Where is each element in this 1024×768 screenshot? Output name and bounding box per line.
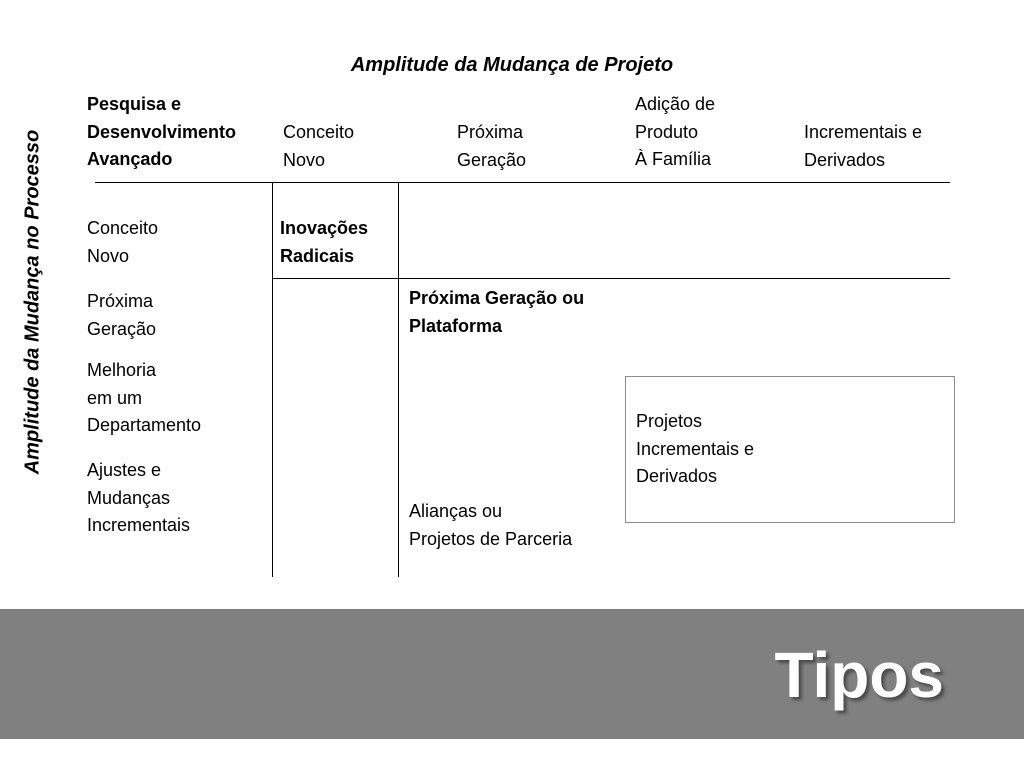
header-divider-line: [95, 182, 950, 183]
footer-band: [0, 609, 1024, 739]
cell-alliances: Alianças ou Projetos de Parceria: [409, 501, 573, 549]
column-header-next-generation: Próxima Geração: [457, 122, 527, 170]
left-vertical-line: [272, 182, 273, 577]
cell-platform-projects: Próxima Geração ou Plataforma: [409, 288, 585, 336]
row-divider-line: [272, 278, 950, 279]
column-header-product-addition: Adição de Produto À Família: [635, 94, 716, 169]
row-label-next-generation: Próxima Geração: [87, 291, 157, 339]
column-header-incremental: Incrementais e Derivados: [804, 122, 923, 170]
horizontal-axis-title: Amplitude da Mudança de Projeto: [350, 54, 674, 76]
slide-title: Tipos: [774, 639, 944, 711]
right-vertical-line: [398, 182, 399, 577]
cell-radical-innovations: Inovações Radicais: [280, 218, 369, 266]
cell-incremental-projects: Projetos Incrementais e Derivados: [636, 411, 755, 486]
column-header-rnd: Pesquisa e Desenvolvimento Avançado: [87, 94, 237, 169]
vertical-axis-title: Amplitude da Mudança no Processo: [21, 129, 44, 475]
row-label-new-concept: Conceito Novo: [87, 218, 159, 266]
row-label-incremental-adjustments: Ajustes e Mudanças Incrementais: [87, 460, 191, 535]
column-header-new-concept: Conceito Novo: [283, 122, 355, 170]
row-label-department-improvement: Melhoria em um Departamento: [87, 360, 202, 435]
